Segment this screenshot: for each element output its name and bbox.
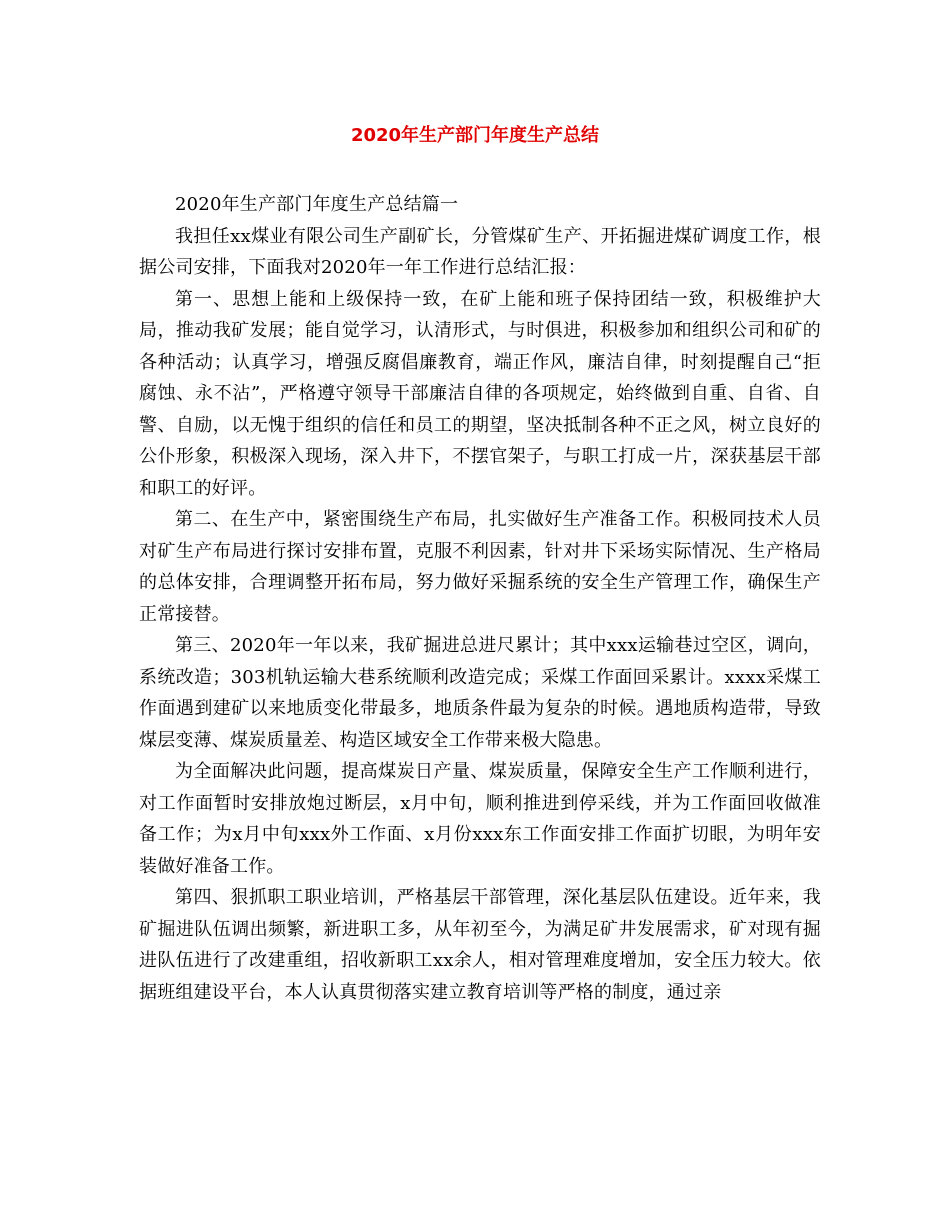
paragraph-first-point: 第一、思想上能和上级保持一致，在矿上能和班子保持团结一致，积极维护大局，推动我矿发展；能自觉学习，认清形式，与时俱进，积极参加和组织公司和矿的各种活动；认真学习，增强反腐倡廉教育，端正作风，廉洁自律，时刻提醒自己“拒腐蚀、永不沾”，严格遵守领导干部廉洁自律的各项规定，始终做到自重、自省、自警、自励，以无愧于组织的信任和员工的期望，坚决抵制各种不正之风，树立良好的公仆形象，积极深入现场，深入井下，不摆官架子，与职工打成一片，深获基层干部和职工的好评。 (139, 288, 821, 499)
paragraph-third-point: 第三、2020年一年以来，我矿掘进总进尺累计；其中xxx运输巷过空区，调向，系统改造；303机轨运输大巷系统顺利改造完成；采煤工作面回采累计。xxxx采煤工作面遇到建矿以来地质变化带最多，地质条件最为复杂的时候。遇地质构造带，导致煤层变薄、煤炭质量差、构造区域安全工作带来极大隐患。 (139, 635, 821, 751)
document-body (139, 189, 821, 1008)
paragraph-intro: 我担任xx煤业有限公司生产副矿长，分管煤矿生产、开拓掘进煤矿调度工作，根据公司安排，下面我对2020年一年工作进行总结汇报： (139, 225, 821, 278)
paragraph-second-point: 第二、在生产中，紧密围绕生产布局，扎实做好生产准备工作。积极同技术人员对矿生产布局进行探讨安排布置，克服不利因素，针对井下采场实际情况、生产格局的总体安排，合理调整开拓布局，努力做好采掘系统的安全生产管理工作，确保生产正常接替。 (139, 509, 821, 625)
paragraph-solution: 为全面解决此问题，提高煤炭日产量、煤炭质量，保障安全生产工作顺利进行，对工作面暂时安排放炮过断层，x月中旬，顺利推进到停采线，并为工作面回收做准备工作；为x月中旬xxx外工作面、x月份xxx东工作面安排工作面扩切眼，为明年安装做好准备工作。 (139, 761, 821, 877)
document-title: 2020年生产部门年度生产总结 (350, 125, 600, 146)
paragraph-fourth-point: 第四、狠抓职工职业培训，严格基层干部管理，深化基层队伍建设。近年来，我矿掘进队伍调出频繁，新进职工多，从年初至今，为满足矿井发展需求，矿对现有掘进队伍进行了改建重组，招收新职工xx余人，相对管理难度增加，安全压力较大。依据班组建设平台，本人认真贯彻落实建立教育培训等严格的制度，通过亲 (139, 887, 821, 1003)
paragraph-subtitle: 2020年生产部门年度生产总结篇一 (175, 194, 459, 215)
